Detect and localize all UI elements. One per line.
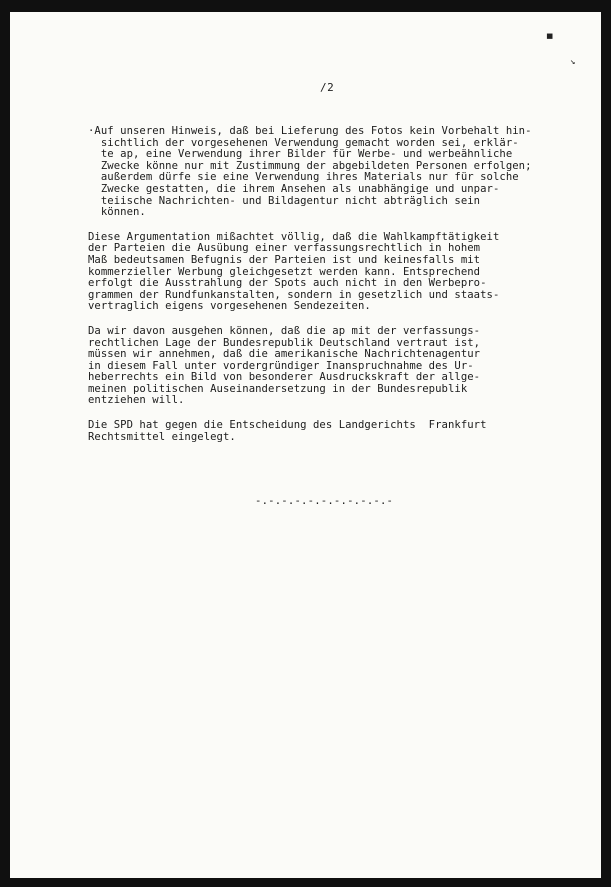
document-page — [10, 12, 601, 878]
paragraph-1 — [88, 126, 558, 219]
text-line: der Parteien die Ausübung einer verfassungsrechtlich in hohem — [88, 242, 481, 255]
text-line: Rechtsmittel eingelegt. — [88, 430, 236, 443]
scan-mark: ↘ — [570, 57, 576, 67]
text-line: entziehen will. — [88, 394, 185, 407]
text-line: rechtlichen Lage der Bundesrepublik Deutschland vertraut ist, — [88, 336, 481, 349]
text-line: erfolgt die Ausstrahlung der Spots auch nicht in den Werbepro- — [88, 277, 487, 290]
document-body — [88, 126, 558, 456]
text-line: Maß bedeutsamen Befugnis der Parteien ist und keinesfalls mit — [88, 253, 481, 266]
text-line: können. — [88, 206, 146, 219]
text-line: kommerzieller Werbung gleichgesetzt werden kann. Entsprechend — [88, 265, 481, 278]
paragraph-2 — [88, 232, 558, 313]
text-line: Diese Argumentation mißachtet völlig, daß die Wahlkampftätigkeit — [88, 230, 500, 243]
text-line: heberrechts ein Bild von besonderer Ausdruckskraft der allge- — [88, 371, 481, 384]
paragraph-4 — [88, 420, 558, 443]
text-line: te ap, eine Verwendung ihrer Bilder für Werbe- und werbeähnliche — [88, 148, 513, 161]
text-line: müssen wir annehmen, daß die amerikanische Nachrichtenagentur — [88, 348, 481, 361]
text-line: Da wir davon ausgehen können, daß die ap mit der verfassungs- — [88, 324, 481, 337]
text-line: teiische Nachrichten- und Bildagentur nicht abträglich sein — [88, 194, 481, 207]
text-line: außerdem dürfe sie eine Verwendung ihres Materials nur für solche — [88, 171, 519, 184]
end-separator: -.-.-.-.-.-.-.-.-.-.- — [255, 495, 394, 507]
text-line: ·Auf unseren Hinweis, daß bei Lieferung des Fotos kein Vorbehalt hin- — [88, 125, 532, 137]
paragraph-3 — [88, 326, 558, 407]
text-line: vertraglich eigens vorgesehenen Sendezeiten. — [88, 300, 371, 313]
page-number: /2 — [320, 81, 335, 94]
text-line: grammen der Rundfunkanstalten, sondern in gesetzlich und staats- — [88, 288, 500, 301]
text-line: Zwecke gestatten, die ihrem Ansehen als unabhängige und unpar- — [88, 182, 500, 195]
text-line: in diesem Fall unter vordergründiger Inanspruchnahme des Ur- — [88, 359, 474, 372]
text-line: Zwecke könne nur mit Zustimmung der abgebildeten Personen erfolgen; — [88, 159, 532, 172]
scan-mark: ▀ — [547, 35, 553, 45]
text-line: sichtlich der vorgesehenen Verwendung gemacht worden sei, erklär- — [88, 136, 519, 149]
text-line: Die SPD hat gegen die Entscheidung des Landgerichts Frankfurt — [88, 419, 487, 432]
text-line: meinen politischen Auseinandersetzung in der Bundesrepublik — [88, 382, 468, 395]
